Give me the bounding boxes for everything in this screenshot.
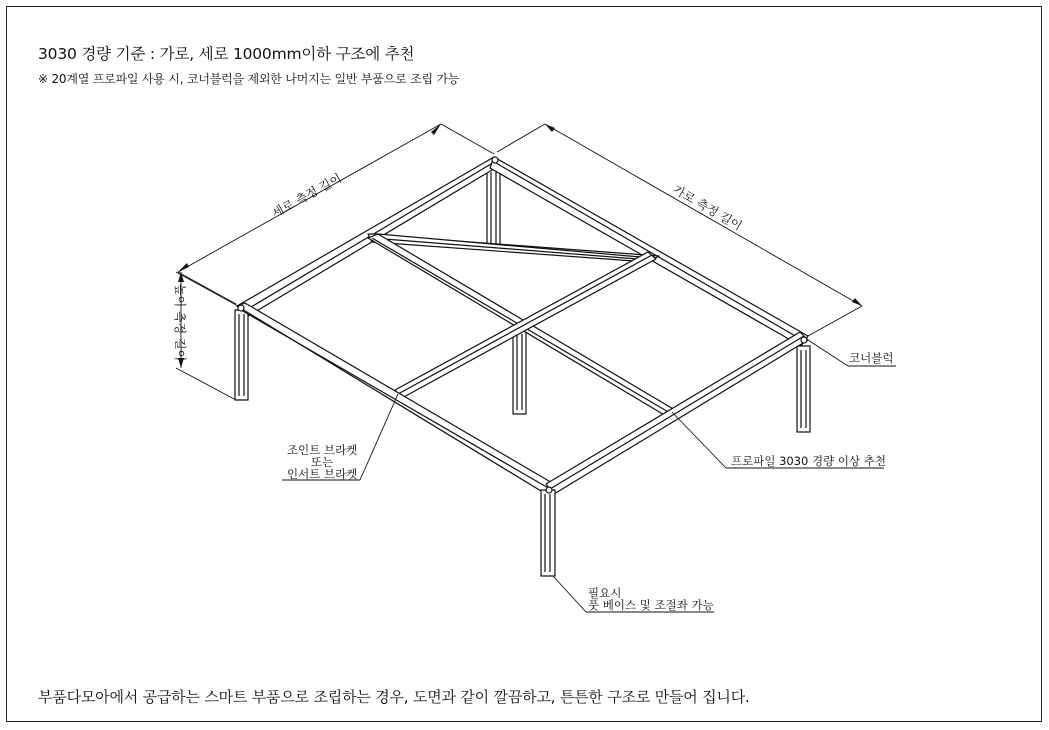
corner-block-back [492,157,498,163]
leg-back [487,168,500,250]
footer-caption: 부품다모아에서 공급하는 스마트 부품으로 조립하는 경우, 도면과 같이 깔끔하고, 튼튼한 구조로 만들어 집니다. [38,688,750,706]
joint-bracket-label-3: 인서트 브라켓 [287,467,358,481]
corner-block-right [801,337,807,343]
foot-label-1: 필요시 [588,586,622,600]
page-title: 3030 경량 기준 : 가로, 세로 1000mm이하 구조에 추천 [38,45,415,63]
joint-bracket-label-2: 또는 [311,455,334,469]
foot-leader [553,576,586,612]
corner-block-front [546,487,552,493]
width-dimension-label: 가로 측정 길이 [670,182,745,234]
depth-dimension-label: 세로 측정 길이 [269,170,344,221]
usage-note: ※ 20계열 프로파일 사용 시, 코너블럭을 제외한 나머지는 일반 부품으로 조립 가능 [38,72,460,86]
height-dimension-label: 높이 측정 길이 [173,284,187,362]
corner-block-leader [808,340,848,366]
corner-block-label: 코너블럭 [849,351,894,365]
leg-center [513,330,526,414]
leg-right [797,346,810,432]
leg-left [235,310,248,400]
foot-label-2: 풋 베이스 및 조절좌 가능 [588,598,714,612]
profile-label: 프로파일 3030 경량 이상 추천 [731,454,886,468]
joint-bracket-label-1: 조인트 브라켓 [287,443,358,457]
leg-front [541,490,555,576]
corner-block-left [238,305,244,311]
profile-leader [672,412,726,468]
joint-bracket-leader [360,394,398,480]
